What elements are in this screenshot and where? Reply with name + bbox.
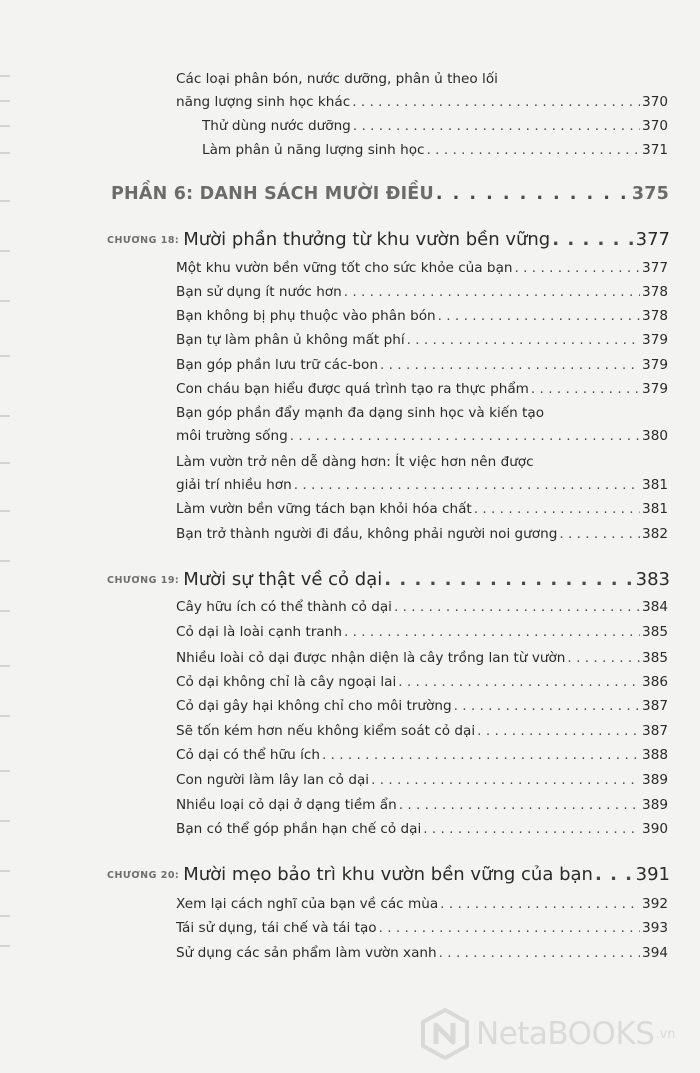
toc-entry-text: Cỏ dại có thể hữu ích xyxy=(176,747,320,763)
toc-entry xyxy=(176,821,668,837)
toc-entry-text: Cỏ dại là loài cạnh tranh xyxy=(176,624,342,640)
leader-dots xyxy=(398,674,640,690)
toc-page-number: 387 xyxy=(642,723,668,739)
leader-dots xyxy=(531,381,640,397)
toc-entry xyxy=(176,599,668,615)
toc-entry-text: Nhiều loài cỏ dại được nhận diện là cây trồng lan từ vườn xyxy=(176,650,566,666)
toc-page-number: 377 xyxy=(642,260,668,276)
toc-entry xyxy=(176,501,668,517)
part-title: PHẦN 6: DANH SÁCH MƯỜI ĐIỀU xyxy=(111,184,434,204)
toc-entry-text: Sử dụng các sản phẩm làm vườn xanh xyxy=(176,945,437,961)
leader-dots xyxy=(294,477,640,493)
toc-entry xyxy=(176,332,668,348)
leader-dots xyxy=(344,284,640,300)
toc-page-number: 378 xyxy=(642,308,668,324)
toc-entry-text: môi trường sống xyxy=(176,428,288,444)
toc-entry xyxy=(176,308,668,324)
toc-entry xyxy=(176,797,668,813)
toc-page-number: 388 xyxy=(642,747,668,763)
toc-entry xyxy=(176,945,668,961)
toc-entry-text: Nhiều loại cỏ dại ở dạng tiềm ẩn xyxy=(176,797,397,813)
chapter-page-number: 377 xyxy=(635,229,670,250)
leader-dots xyxy=(371,772,640,788)
toc-entry-text: Xem lại cách nghĩ của bạn về các mùa xyxy=(176,896,439,912)
toc-page-number: 379 xyxy=(642,357,668,373)
toc-entry-text: giải trí nhiều hơn xyxy=(176,477,292,493)
leader-dots xyxy=(552,229,633,250)
toc-entry-line1: Bạn góp phần đẩy mạnh đa dạng sinh học và kiến tạo xyxy=(176,405,545,421)
toc-entry-text: Bạn sử dụng ít nước hơn xyxy=(176,284,342,300)
toc-entry xyxy=(176,920,668,936)
leader-dots xyxy=(399,797,640,813)
chapter-title: Mười phần thưởng từ khu vườn bền vững xyxy=(183,229,551,250)
watermark-suffix: .vn xyxy=(655,1026,676,1042)
chapter-page-number: 383 xyxy=(635,569,670,590)
toc-entry xyxy=(176,260,668,276)
toc-page-number: 387 xyxy=(642,698,668,714)
toc-entry xyxy=(176,357,668,373)
leader-dots xyxy=(436,184,630,204)
toc-entry-text: năng lượng sinh học khác xyxy=(176,94,351,110)
toc-entry xyxy=(176,624,668,640)
toc-entry xyxy=(176,284,668,300)
leader-dots xyxy=(384,569,633,590)
toc-page-number: 385 xyxy=(642,650,668,666)
leader-dots xyxy=(352,94,640,110)
toc-page-number: 379 xyxy=(642,332,668,348)
leader-dots xyxy=(423,821,640,837)
watermark-name: NetaBOOKS xyxy=(476,1016,655,1052)
toc-entry-text: Bạn có thể góp phần hạn chế cỏ dại xyxy=(176,821,422,837)
leader-dots xyxy=(559,526,640,542)
chapter-label: CHƯƠNG 20: xyxy=(107,870,180,881)
toc-entry-text: Làm phân ủ năng lượng sinh học xyxy=(202,142,425,158)
toc-page-number: 381 xyxy=(642,477,668,493)
toc-entry-text: Tái sử dụng, tái chế và tái tạo xyxy=(176,920,377,936)
toc-page-number: 394 xyxy=(642,945,668,961)
chapter-label: CHƯƠNG 19: xyxy=(107,575,180,586)
leader-dots xyxy=(407,332,640,348)
toc-entry-text: Cây hữu ích có thể thành cỏ dại xyxy=(176,599,392,615)
toc-entry-line1: Làm vườn trở nên dễ dàng hơn: Ít việc hơn nên được xyxy=(176,454,534,470)
leader-dots xyxy=(379,920,640,936)
toc-page-number: 382 xyxy=(642,526,668,542)
toc-entry xyxy=(176,698,668,714)
leader-dots xyxy=(567,650,640,666)
toc-page-number: 370 xyxy=(642,94,668,110)
chapter-label: CHƯƠNG 18: xyxy=(107,235,180,246)
chapter-heading xyxy=(107,864,670,885)
toc-page-number: 389 xyxy=(642,797,668,813)
toc-entry xyxy=(176,772,668,788)
toc-page-number: 389 xyxy=(642,772,668,788)
toc-entry xyxy=(176,381,668,397)
toc-entry xyxy=(202,118,668,134)
toc-entry-text: Bạn không bị phụ thuộc vào phân bón xyxy=(176,308,436,324)
toc-page-number: 370 xyxy=(642,118,668,134)
toc-entry-text: Thử dùng nước dưỡng xyxy=(202,118,351,134)
toc-entry-text: Con cháu bạn hiểu được quá trình tạo ra thực phẩm xyxy=(176,381,529,397)
toc-page-number: 379 xyxy=(642,381,668,397)
chapter-title: Mười mẹo bảo trì khu vườn bền vững của bạn xyxy=(183,864,593,885)
part-page-number: 375 xyxy=(631,184,669,204)
toc-page-number: 392 xyxy=(642,896,668,912)
toc-page-number: 390 xyxy=(642,821,668,837)
toc-entry-text: Một khu vườn bền vững tốt cho sức khỏe của bạn xyxy=(176,260,513,276)
toc-entry xyxy=(176,747,668,763)
netabooks-logo-icon xyxy=(420,1008,470,1060)
toc-page-number: 384 xyxy=(642,599,668,615)
leader-dots xyxy=(290,428,640,444)
toc-entry xyxy=(176,94,668,110)
leader-dots xyxy=(353,118,640,134)
toc-page-number: 371 xyxy=(642,142,668,158)
toc-entry xyxy=(176,723,668,739)
chapter-title: Mười sự thật về cỏ dại xyxy=(183,569,383,590)
watermark-logo xyxy=(420,1008,676,1060)
toc-page-number: 385 xyxy=(642,624,668,640)
toc-entry xyxy=(176,477,668,493)
toc-entry-text: Cỏ dại gây hại không chỉ cho môi trường xyxy=(176,698,452,714)
toc-entry-text: Bạn góp phần lưu trữ các-bon xyxy=(176,357,378,373)
chapter-page-number: 391 xyxy=(635,864,670,885)
toc-page-number: 393 xyxy=(642,920,668,936)
toc-page-number: 380 xyxy=(642,428,668,444)
toc-entry xyxy=(176,896,668,912)
leader-dots xyxy=(439,945,640,961)
toc-page-number: 378 xyxy=(642,284,668,300)
leader-dots xyxy=(474,501,640,517)
leader-dots xyxy=(440,896,640,912)
leader-dots xyxy=(344,624,640,640)
leader-dots xyxy=(322,747,640,763)
part-heading xyxy=(111,184,669,204)
toc-page-number: 386 xyxy=(642,674,668,690)
toc-entry-text: Bạn tự làm phân ủ không mất phí xyxy=(176,332,405,348)
leader-dots xyxy=(438,308,640,324)
leader-dots xyxy=(515,260,641,276)
toc-entry-text: Cỏ dại không chỉ là cây ngoại lai xyxy=(176,674,397,690)
page-edge-shadow xyxy=(0,0,14,1000)
toc-entry xyxy=(176,650,668,666)
leader-dots xyxy=(380,357,640,373)
toc-entry xyxy=(202,142,668,158)
toc-entry-text: Bạn trở thành người đi đầu, không phải người noi gương xyxy=(176,526,558,542)
toc-page-number: 381 xyxy=(642,501,668,517)
leader-dots xyxy=(477,723,640,739)
chapter-heading xyxy=(107,229,670,250)
leader-dots xyxy=(454,698,640,714)
toc-entry-text: Con người làm lây lan cỏ dại xyxy=(176,772,370,788)
toc-entry xyxy=(176,428,668,444)
toc-entry xyxy=(176,674,668,690)
toc-entry-text: Làm vườn bền vững tách bạn khỏi hóa chất xyxy=(176,501,472,517)
toc-entry-text: Sẽ tốn kém hơn nếu không kiểm soát cỏ dại xyxy=(176,723,476,739)
leader-dots xyxy=(427,142,641,158)
chapter-heading xyxy=(107,569,670,590)
toc-entry xyxy=(176,526,668,542)
leader-dots xyxy=(394,599,640,615)
leader-dots xyxy=(595,864,634,885)
toc-entry-line1: Các loại phân bón, nước dưỡng, phân ủ theo lối xyxy=(176,71,498,87)
